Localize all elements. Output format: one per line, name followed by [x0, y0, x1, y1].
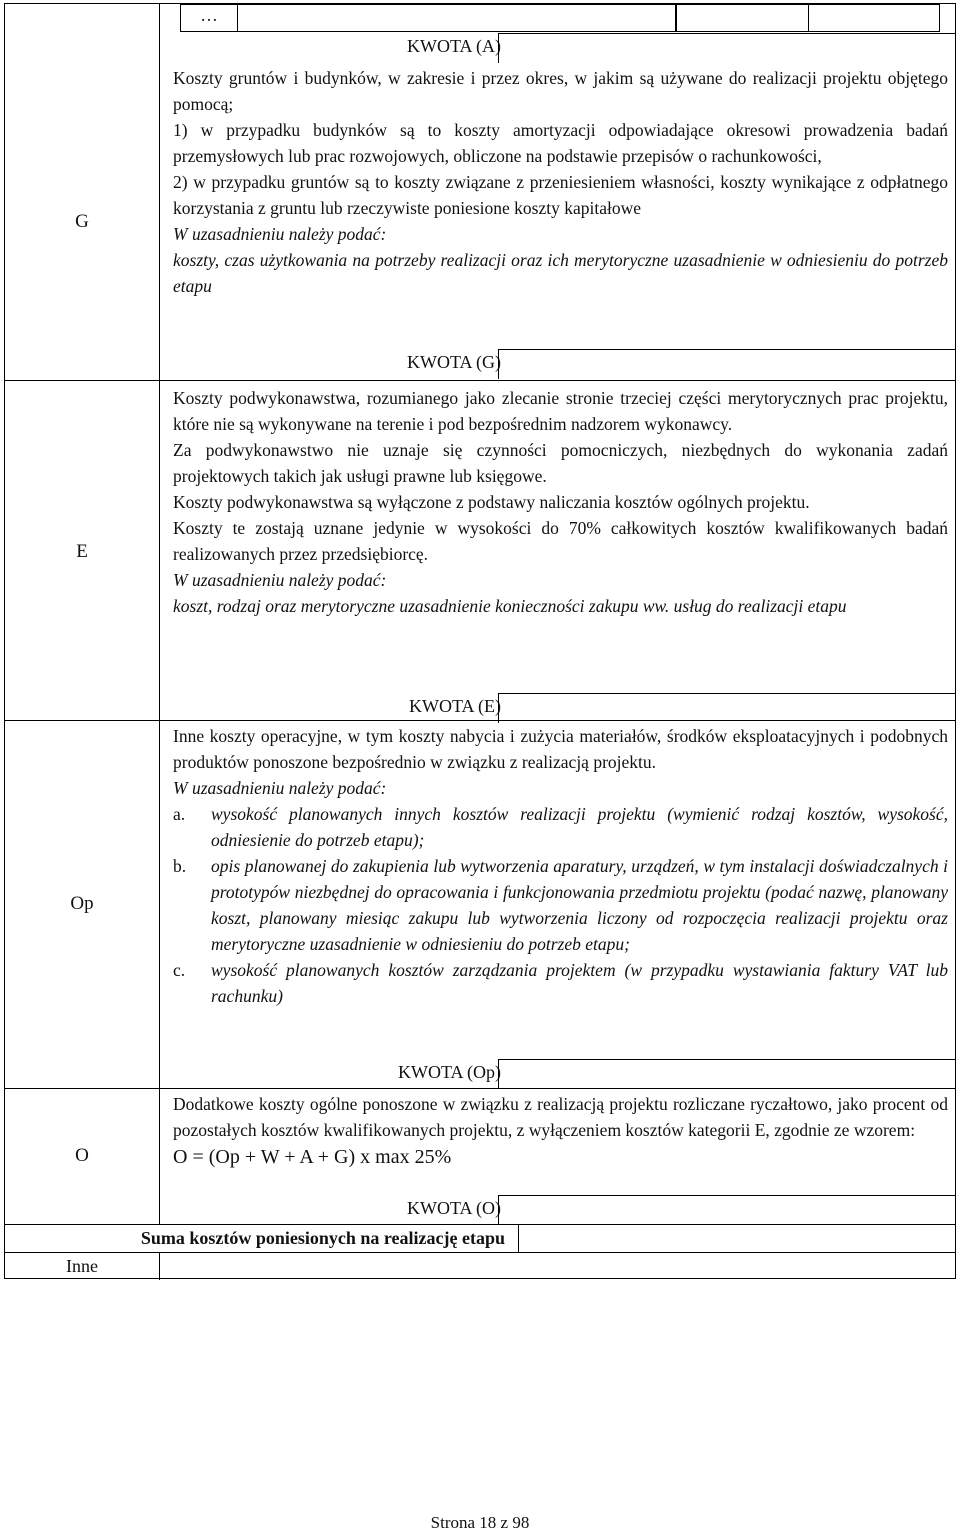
header-cell-ellipsis — [180, 4, 238, 32]
kwota-a-label: KWOTA (A) — [406, 36, 501, 56]
summary-row — [5, 1224, 955, 1252]
kwota-g-row — [159, 349, 955, 379]
column-divider — [159, 381, 160, 720]
row-label-op: Op — [70, 893, 94, 914]
g-paragraph-2: Za podwykonawstwo nie uznaje się czynności pomocniczych, niezbędnych do wykonania zadań projektowych takich jak usługi prawne lub księgowe. — [173, 440, 948, 486]
column-divider — [159, 721, 160, 1088]
a-justify-text: koszty, czas użytkowania na potrzeby realizacji oraz ich merytoryczne uzasadnienie w odniesieniu do potrzeb etapu — [173, 250, 948, 296]
list-item-text: opis planowanej do zakupienia lub wytworzenia aparatury, urządzeń, w tym instalacji doświadczalnych i prototypów niezbędnej do opracowania i funkcjonowania przedmiotu projektu (podać nazwę, planowany koszt, planowany miesiąc zakupu lub wytworzenia liczony od rozpoczęcia realizacji projektu oraz merytoryczne uzasadnienie w odniesieniu do potrzeb etapu; — [211, 856, 948, 954]
kwota-e-input[interactable] — [498, 693, 955, 723]
page-footer: Strona 18 z 98 — [430, 1513, 530, 1532]
row-label-o: O — [75, 1145, 89, 1166]
list-item-text: wysokość planowanych kosztów zarządzania projektem (w przypadku wystawiania faktury VAT lub rachunku) — [211, 960, 948, 1006]
header-cell-blank-2[interactable] — [675, 4, 809, 32]
g-justify-text: koszt, rodzaj oraz merytoryczne uzasadnienie konieczności zakupu ww. usług do realizacji etapu — [173, 596, 847, 616]
list-marker: b. — [173, 856, 187, 876]
op-paragraph-1: Dodatkowe koszty ogólne ponoszone w związku z realizacją projektu rozliczane ryczałtowo, jako procent od pozostałych kosztów kwalifikowanych projektu, z wyłączeniem kosztów kategorii E, zgodnie ze wzorem: — [173, 1094, 948, 1140]
g-paragraph-4: Koszty te zostają uznane jedynie w wysokości do 70% całkowitych kosztów kwalifikowanych badań realizowanych przez przedsiębiorcę. — [173, 518, 948, 564]
ellipsis-text: … — [200, 5, 218, 25]
g-justify-label: W uzasadnieniu należy podać: — [173, 570, 387, 590]
kwota-a-row — [159, 33, 955, 63]
op-formula: O = (Op + W + A + G) x max 25% — [173, 1146, 452, 1168]
header-cell-blank-3[interactable] — [808, 4, 940, 32]
list-item-text: wysokość planowanych innych kosztów realizacji projektu (wymienić rodzaj kosztów, wysokość, odniesienie do potrzeb etapu); — [211, 804, 948, 850]
summary-value[interactable] — [518, 1225, 955, 1252]
row-a-content — [173, 65, 948, 299]
list-item — [173, 957, 948, 1009]
column-divider — [159, 33, 160, 383]
row-e-content — [173, 723, 948, 1009]
a-justify-label: W uzasadnieniu należy podać: — [173, 224, 387, 244]
other-label: Inne — [66, 1256, 98, 1276]
summary-label: Suma kosztów poniesionych na realizację etapu — [140, 1228, 505, 1248]
row-g-content — [173, 385, 948, 619]
row-label-e: E — [76, 541, 88, 562]
row-op-content — [173, 1091, 948, 1171]
g-paragraph-3: Koszty podwykonawstwa są wyłączone z podstawy naliczania kosztów ogólnych projektu. — [173, 492, 810, 512]
kwota-o-input[interactable] — [498, 1195, 955, 1225]
kwota-op-label: KWOTA (Op) — [397, 1062, 501, 1082]
g-paragraph-1: Koszty podwykonawstwa, rozumianego jako zlecanie stronie trzeciej części merytorycznych prac projektu, które nie są wykonywane na terenie i pod bezpośrednim nadzorem wykonawcy. — [173, 388, 948, 434]
kwota-o-label: KWOTA (O) — [406, 1198, 501, 1218]
kwota-g-label: KWOTA (G) — [406, 352, 501, 372]
cost-table — [4, 3, 956, 1279]
a-point-1: 1) w przypadku budynków są to koszty amortyzacji odpowiadające okresowi prowadzenia badań przemysłowych lub prac rozwojowych, obliczone na podstawie przepisów o rachunkowości, — [173, 120, 948, 166]
kwota-a-input[interactable] — [498, 33, 955, 63]
kwota-g-input[interactable] — [498, 349, 955, 379]
row-a — [5, 33, 955, 383]
e-paragraph-1: Inne koszty operacyjne, w tym koszty nabycia i zużycia materiałów, środków eksploatacyjnych i podobnych produktów ponoszone bezpośrednio w związku z realizacją projektu. — [173, 726, 948, 772]
list-item — [173, 801, 948, 853]
e-justify-list — [173, 801, 948, 1009]
row-e — [5, 720, 955, 1088]
row-op — [5, 1088, 955, 1224]
a-point-2: 2) w przypadku gruntów są to koszty związane z przeniesieniem własności, koszty wynikające z odpłatnego korzystania z gruntu lub rzeczywiste poniesione koszty kapitałowe — [173, 172, 948, 218]
list-marker: c. — [173, 960, 186, 980]
kwota-e-row — [159, 693, 955, 723]
row-g — [5, 380, 955, 720]
list-marker: a. — [173, 804, 186, 824]
row-label-g: G — [75, 211, 89, 232]
column-divider — [159, 4, 160, 33]
kwota-o-row — [159, 1195, 955, 1225]
other-row — [5, 1252, 955, 1280]
kwota-op-input[interactable] — [498, 1059, 955, 1089]
other-value[interactable] — [159, 1253, 955, 1280]
list-item — [173, 853, 948, 957]
kwota-e-label: KWOTA (E) — [408, 696, 501, 716]
header-row — [5, 4, 955, 33]
header-cell-blank-1[interactable] — [237, 4, 677, 32]
kwota-op-row — [159, 1059, 955, 1089]
e-justify-label: W uzasadnieniu należy podać: — [173, 778, 387, 798]
a-intro: Koszty gruntów i budynków, w zakresie i przez okres, w jakim są używane do realizacji projektu objętego pomocą; — [173, 68, 948, 114]
